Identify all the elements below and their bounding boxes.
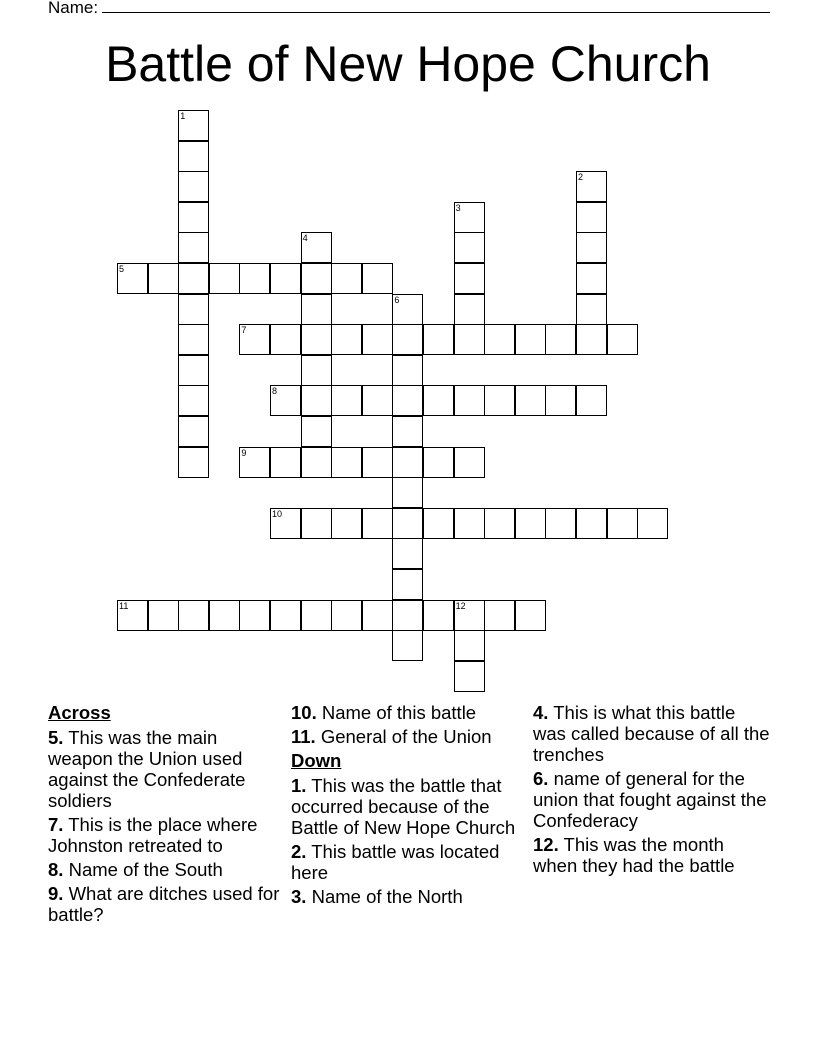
clue-text: This is the place where Johnston retreated to: [48, 814, 258, 856]
grid-cell[interactable]: [362, 600, 393, 631]
grid-cell[interactable]: [301, 600, 332, 631]
grid-cell[interactable]: [484, 508, 515, 539]
grid-cell[interactable]: [178, 294, 209, 325]
grid-cell[interactable]: [117, 263, 148, 294]
cell-number: 5: [119, 264, 125, 274]
grid-cell[interactable]: [301, 263, 332, 294]
grid-cell[interactable]: [362, 447, 393, 478]
grid-cell[interactable]: [454, 508, 485, 539]
clue-number: 10.: [291, 702, 317, 723]
grid-cell[interactable]: [362, 263, 393, 294]
grid-cell[interactable]: [362, 324, 393, 355]
grid-cell[interactable]: [392, 447, 423, 478]
grid-cell[interactable]: [454, 324, 485, 355]
grid-cell[interactable]: [392, 294, 423, 325]
cell-number: 6: [394, 294, 400, 305]
grid-cell[interactable]: [270, 600, 301, 631]
clues-column-3: [533, 702, 773, 879]
grid-cell[interactable]: [454, 232, 485, 263]
grid-cell[interactable]: [454, 202, 485, 233]
grid-cell[interactable]: [392, 569, 423, 600]
grid-cell[interactable]: [392, 324, 423, 355]
clue-text: This battle was located here: [291, 841, 500, 883]
clue-text: Name of the South: [63, 859, 223, 880]
grid-cell[interactable]: [392, 355, 423, 386]
clue-text: What are ditches used for battle?: [48, 883, 280, 925]
clue-number: 12.: [533, 834, 559, 855]
grid-cell[interactable]: [301, 508, 332, 539]
grid-cell[interactable]: [545, 508, 576, 539]
grid-cell[interactable]: [545, 324, 576, 355]
grid-cell[interactable]: [392, 416, 423, 447]
grid-cell[interactable]: [301, 385, 332, 416]
clue-number: 3.: [291, 886, 307, 907]
grid-cell[interactable]: [576, 202, 607, 233]
grid-cell[interactable]: [301, 324, 332, 355]
grid-cell[interactable]: [454, 385, 485, 416]
grid-cell[interactable]: [576, 171, 607, 202]
clue-number: 7.: [48, 814, 64, 835]
clue-item: [533, 834, 773, 876]
clue-text: Name of the North: [306, 886, 463, 907]
grid-cell[interactable]: [545, 385, 576, 416]
grid-cell[interactable]: [576, 232, 607, 263]
grid-cell[interactable]: [454, 600, 485, 631]
grid-cell[interactable]: [148, 600, 179, 631]
grid-cell[interactable]: [117, 600, 148, 631]
grid-cell[interactable]: [301, 232, 332, 263]
grid-cell[interactable]: [392, 600, 423, 631]
cell-number: 2: [578, 172, 584, 183]
grid-cell[interactable]: [301, 416, 332, 447]
grid-cell[interactable]: [454, 263, 485, 294]
cell-number: 7: [241, 325, 247, 336]
clue-number: 6.: [533, 768, 549, 789]
cell-number: 9: [241, 447, 247, 458]
clues-heading: Down: [291, 750, 342, 771]
clue-text: This was the battle that occurred because of the Battle of New Hope Church: [291, 775, 516, 838]
grid-cell[interactable]: [423, 447, 454, 478]
clue-item: [48, 814, 284, 856]
clue-item: [48, 859, 284, 880]
grid-cell[interactable]: [209, 263, 240, 294]
grid-cell[interactable]: [301, 447, 332, 478]
grid-cell[interactable]: [392, 538, 423, 569]
grid-cell[interactable]: [239, 324, 270, 355]
grid-cell[interactable]: [270, 385, 301, 416]
clue-number: 5.: [48, 727, 64, 748]
grid-cell[interactable]: [454, 447, 485, 478]
clue-text: This was the month when they had the battle: [533, 834, 735, 876]
grid-cell[interactable]: [362, 508, 393, 539]
grid-cell[interactable]: [637, 508, 668, 539]
grid-cell[interactable]: [331, 600, 362, 631]
grid-cell[interactable]: [178, 202, 209, 233]
grid-cell[interactable]: [331, 385, 362, 416]
cell-number: 3: [455, 202, 461, 213]
grid-cell[interactable]: [392, 385, 423, 416]
clue-number: 1.: [291, 775, 307, 796]
grid-cell[interactable]: [270, 508, 301, 539]
grid-cell[interactable]: [270, 263, 301, 294]
grid-cell[interactable]: [423, 508, 454, 539]
grid-cell[interactable]: [515, 508, 546, 539]
grid-cell[interactable]: [515, 385, 546, 416]
grid-cell[interactable]: [607, 508, 638, 539]
grid-cell[interactable]: [423, 324, 454, 355]
clue-text: This was the main weapon the Union used against the Confederate soldiers: [48, 727, 246, 811]
grid-cell[interactable]: [423, 600, 454, 631]
clue-number: 2.: [291, 841, 307, 862]
grid-cell[interactable]: [178, 171, 209, 202]
grid-cell[interactable]: [148, 263, 179, 294]
grid-cell[interactable]: [331, 508, 362, 539]
grid-cell[interactable]: [576, 263, 607, 294]
grid-cell[interactable]: [178, 141, 209, 172]
clue-item: [291, 841, 527, 883]
clue-number: 9.: [48, 883, 64, 904]
clue-number: 8.: [48, 859, 64, 880]
cell-number: 11: [119, 600, 129, 611]
cell-number: 1: [180, 111, 186, 121]
grid-cell[interactable]: [454, 661, 485, 692]
grid-cell[interactable]: [392, 477, 423, 508]
cell-number: 10: [272, 508, 283, 519]
grid-cell[interactable]: [239, 600, 270, 631]
grid-cell[interactable]: [484, 324, 515, 355]
clue-text: Name of this battle: [316, 702, 477, 723]
clue-item: [291, 702, 527, 723]
grid-cell[interactable]: [392, 508, 423, 539]
grid-cell[interactable]: [454, 294, 485, 325]
grid-cell[interactable]: [362, 385, 393, 416]
clue-item: [291, 886, 527, 907]
clues-heading: Across: [48, 702, 111, 723]
grid-cell[interactable]: [178, 232, 209, 263]
grid-cell[interactable]: [515, 324, 546, 355]
clues-column-1: [48, 702, 284, 928]
grid-cell[interactable]: [576, 324, 607, 355]
grid-cell[interactable]: [178, 416, 209, 447]
clue-number: 4.: [533, 702, 549, 723]
grid-cell[interactable]: [484, 600, 515, 631]
grid-cell[interactable]: [270, 324, 301, 355]
clue-item: [291, 775, 527, 838]
clue-text: name of general for the union that fought against the Confederacy: [533, 768, 767, 831]
grid-cell[interactable]: [209, 600, 240, 631]
clue-number: 11.: [291, 726, 316, 747]
clue-item: [533, 702, 773, 765]
grid-cell[interactable]: [301, 355, 332, 386]
clue-item: [533, 768, 773, 831]
name-label: Name:: [48, 0, 99, 17]
grid-cell[interactable]: [515, 600, 546, 631]
grid-cell[interactable]: [423, 385, 454, 416]
grid-cell[interactable]: [331, 324, 362, 355]
clue-text: This is what this battle was called because of all the trenches: [533, 702, 770, 765]
grid-cell[interactable]: [301, 294, 332, 325]
grid-cell[interactable]: [178, 110, 209, 141]
grid-cell[interactable]: [239, 447, 270, 478]
grid-cell[interactable]: [392, 630, 423, 661]
grid-cell[interactable]: [331, 447, 362, 478]
cell-number: 8: [272, 386, 278, 397]
page-title: Battle of New Hope Church: [105, 36, 711, 92]
cell-number: 12: [455, 600, 466, 611]
grid-cell[interactable]: [607, 324, 638, 355]
grid-cell[interactable]: [270, 447, 301, 478]
clue-item: [291, 726, 527, 747]
grid-cell[interactable]: [178, 324, 209, 355]
clue-item: [48, 727, 284, 811]
grid-cell[interactable]: [178, 600, 209, 631]
grid-cell[interactable]: [576, 385, 607, 416]
grid-cell[interactable]: [484, 385, 515, 416]
grid-cell[interactable]: [178, 263, 209, 294]
grid-cell[interactable]: [178, 385, 209, 416]
grid-cell[interactable]: [178, 447, 209, 478]
grid-cell[interactable]: [178, 355, 209, 386]
grid-cell[interactable]: [576, 508, 607, 539]
cell-number: 4: [302, 233, 308, 244]
grid-cell[interactable]: [331, 263, 362, 294]
clues-column-2: [291, 702, 527, 910]
grid-cell[interactable]: [454, 630, 485, 661]
grid-cell[interactable]: [576, 294, 607, 325]
clue-text: General of the Union: [315, 726, 492, 747]
grid-cell[interactable]: [239, 263, 270, 294]
clue-item: [48, 883, 284, 925]
